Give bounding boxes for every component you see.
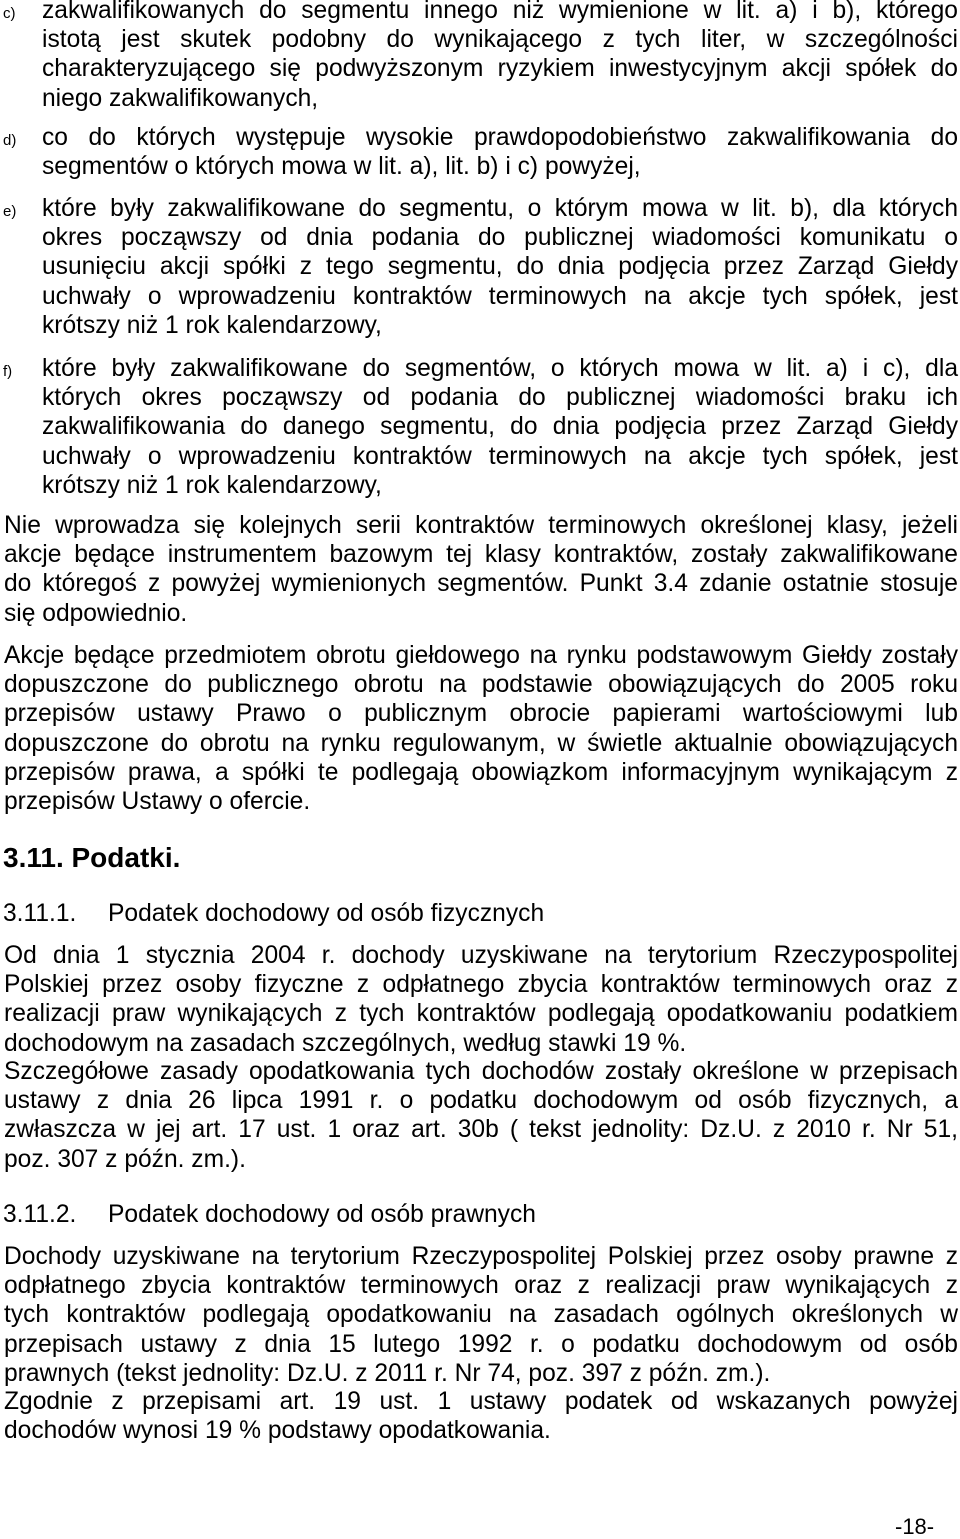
text-line: segmentów o których mowa w lit. a), lit. b) i c) powyżej, (42, 153, 641, 181)
subsection-number: 3.11.1. (3, 900, 77, 927)
text-line: dochodowym na zasadach szczególnych, według stawki 19 %. (4, 1029, 687, 1057)
text-line: do któregoś z powyżej wymienionych segmentów. Punkt 3.4 zdanie ostatnie stosuje (4, 570, 958, 598)
text-line: dopuszczone do obrotu na rynku regulowanym, w świetle aktualnie obowiązujących (4, 729, 958, 757)
paragraph (4, 1057, 958, 1174)
page-number: -18- (895, 1514, 935, 1539)
text-line: się odpowiednio. (4, 599, 188, 627)
text-line: zakwalifikowanych do segmentu innego niż wymienione w lit. a) i b), którego (42, 0, 958, 24)
list-marker: c) (3, 5, 16, 22)
text-line: krótszy niż 1 rok kalendarzowy, (42, 471, 382, 499)
list-item-text (42, 354, 958, 500)
text-line: co do których występuje wysokie prawdopodobieństwo zakwalifikowania do (42, 124, 958, 151)
text-line: realizacji praw wynikających z tych kontraktów podlegają opodatkowaniu podatkiem (4, 1000, 958, 1028)
list-marker: e) (3, 203, 17, 220)
text-line: Akcje będące przedmiotem obrotu giełdowego na rynku podstawowym Giełdy zostały (4, 642, 958, 669)
text-line: krótszy niż 1 rok kalendarzowy, (42, 311, 382, 339)
text-line: dochodów wynosi 19 % podstawy opodatkowania. (4, 1417, 551, 1445)
text-line: zwłaszcza w jej art. 17 ust. 1 oraz art. 30b ( tekst jednolity: Dz.U. z 2010 r. Nr 51, (4, 1116, 958, 1144)
text-line: ustawy z dnia 26 lipca 1991 r. o podatku dochodowym od osób fizycznych, a (4, 1087, 958, 1115)
text-line: przepisów prawa, a spółki te podlegają obowiązkom informacyjnym wynikającym z (4, 758, 958, 786)
text-line: przepisów ustawy Prawo o publicznym obrocie papierami wartościowymi lub (4, 700, 958, 728)
text-line: prawnych (tekst jednolity: Dz.U. z 2011 r. Nr 74, poz. 397 z późn. zm.). (4, 1359, 771, 1387)
text-line: Szczegółowe zasady opodatkowania tych dochodów zostały określone w przepisach (4, 1058, 958, 1085)
text-line: Dochody uzyskiwane na terytorium Rzeczypospolitej Polskiej przez osoby prawne z (4, 1243, 958, 1270)
list-item-text (42, 123, 958, 181)
subsection-heading (3, 899, 958, 928)
text-line: przepisach ustawy z dnia 15 lutego 1992 r. o podatku dochodowym od osób (4, 1330, 958, 1358)
text-line: które były zakwalifikowane do segmentu, o którym mowa w lit. b), dla których (42, 195, 958, 222)
text-line: odpłatnego zbycia kontraktów terminowych oraz z realizacji praw wynikających z (4, 1272, 958, 1300)
subsection-title: Podatek dochodowy od osób prawnych (108, 1201, 536, 1228)
text-line: których okres począwszy od podania do publicznej wiadomości braku ich (42, 384, 958, 412)
paragraph (4, 1387, 958, 1445)
text-line: Zgodnie z przepisami art. 19 ust. 1 ustawy podatek od wskazanych powyżej (4, 1388, 958, 1415)
text-line: akcje będące instrumentem bazowym tej klasy kontraktów, zostały zakwalifikowane (4, 541, 958, 569)
subsection-number: 3.11.2. (3, 1201, 77, 1228)
text-line: charakteryzującego się podwyższonym ryzykiem inwestycyjnym akcji spółek do (42, 55, 958, 83)
text-line: Od dnia 1 stycznia 2004 r. dochody uzyskiwane na terytorium Rzeczypospolitej (4, 942, 958, 969)
subsection-title: Podatek dochodowy od osób fizycznych (108, 900, 545, 927)
text-line: uchwały o wprowadzeniu kontraktów terminowych na akcje tych spółek, jest (42, 282, 958, 310)
paragraph (4, 511, 958, 628)
paragraph (4, 641, 958, 816)
text-line: Nie wprowadza się kolejnych serii kontraktów terminowych określonej klasy, jeżeli (4, 512, 958, 539)
text-line: istotą jest skutek podobny do wynikającego z tych liter, w szczególności (42, 26, 958, 54)
section-heading: 3.11. Podatki. (3, 842, 181, 873)
text-line: uchwały o wprowadzeniu kontraktów terminowych na akcje tych spółek, jest (42, 442, 958, 470)
text-line: przepisów Ustawy o ofercie. (4, 787, 311, 815)
text-line: usunięciu akcji spółki z tego segmentu, do dnia podjęcia przez Zarząd Giełdy (42, 253, 958, 281)
text-line: okres począwszy od dnia podania do publicznej wiadomości komunikatu o (42, 224, 958, 252)
text-line: poz. 307 z późn. zm.). (4, 1145, 246, 1173)
text-line: które były zakwalifikowane do segmentów, o których mowa w lit. a) i c), dla (42, 355, 958, 382)
text-line: tych kontraktów podlegają opodatkowaniu na zasadach ogólnych określonych w (4, 1301, 958, 1329)
text-line: Polskiej przez osoby fizyczne z odpłatnego zbycia kontraktów terminowych oraz z (4, 971, 958, 999)
list-item-text (42, 0, 958, 113)
list-marker: f) (3, 363, 13, 380)
paragraph (4, 1242, 958, 1388)
text-line: zakwalifikowania do danego segmentu, do dnia podjęcia przez Zarząd Giełdy (42, 413, 958, 441)
text-line: dopuszczone do publicznego obrotu na podstawie obowiązujących do 2005 roku (4, 671, 958, 699)
text-line: niego zakwalifikowanych, (42, 84, 319, 112)
list-item-text (42, 194, 958, 340)
list-marker: d) (3, 132, 17, 149)
subsection-heading (3, 1200, 958, 1229)
paragraph (4, 941, 958, 1058)
